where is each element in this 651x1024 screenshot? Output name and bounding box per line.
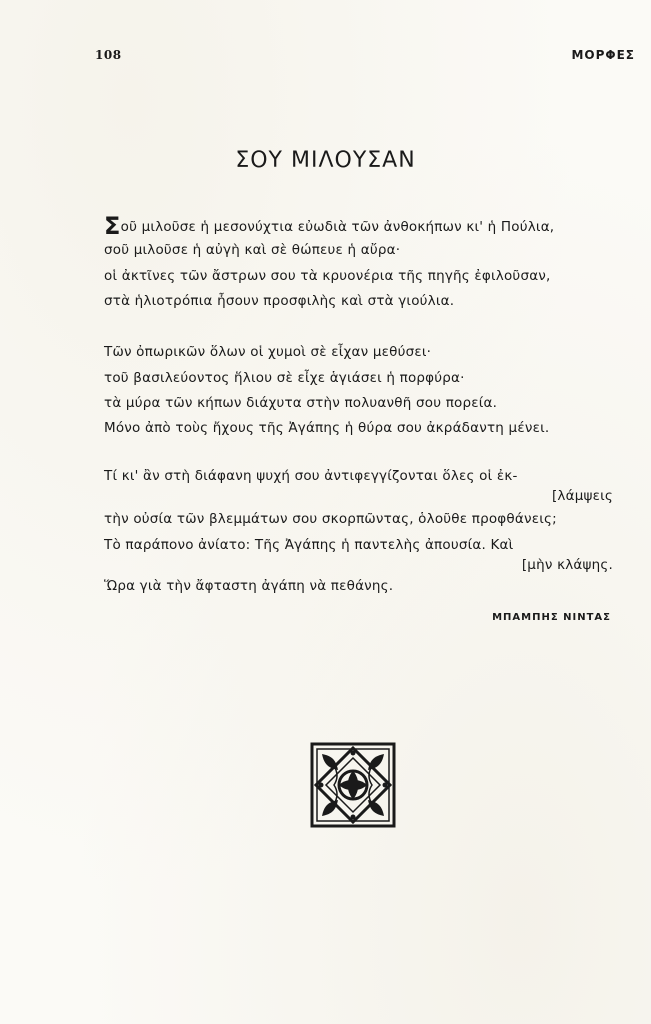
poem-line: Ὥρα γιὰ τὴν ἄφταστη ἀγάπη νὰ πεθάνης. (104, 578, 394, 594)
ornament-icon (310, 742, 396, 828)
drop-cap: Σ (104, 212, 121, 240)
poem-line: τὰ μύρα τῶν κήπων διάχυτα στὴν πολυανθῆ σου πορεία. (104, 395, 498, 411)
poem-line-text: οῦ μιλοῦσε ἡ μεσονύχτια εὐωδιὰ τῶν ἀνθοκήπων κι' ἡ Πούλια, (120, 219, 555, 235)
poem-line: τοῦ βασιλεύοντος ἥλιου σὲ εἶχε ἁγιάσει ἡ πορφύρα· (104, 370, 465, 386)
page-number: 108 (95, 48, 122, 62)
author-name: ΜΠΑΜΠΗΣ ΝΙΝΤΑΣ (492, 612, 611, 623)
poem-line (104, 214, 554, 238)
poem-line: τὴν οὐσία τῶν βλεμμάτων σου σκορπῶντας, ὁλοῦθε προφθάνεις; (104, 511, 557, 527)
poem-line: Τὸ παράπονο ἀνίατο: Τῆς Ἀγάπης ἡ παντελὴς ἀπουσία. Καὶ (104, 537, 514, 553)
poem-line: οἱ ἀκτῖνες τῶν ἄστρων σου τὰ κρυονέρια τῆς πηγῆς ἐφιλοῦσαν, (104, 268, 551, 284)
poem-line-continuation: [λάμψεις (551, 488, 613, 504)
poem-line: σοῦ μιλοῦσε ἡ αὐγὴ καὶ σὲ θώπευε ἡ αὔρα· (104, 242, 401, 258)
poem-title: ΣΟΥ ΜΙΛΟΥΣΑΝ (235, 148, 416, 173)
journal-name: ΜΟΡΦΕΣ (571, 48, 635, 62)
poem-line: Τί κι' ἂν στὴ διάφανη ψυχή σου ἀντιφεγγίζονται ὅλες οἱ ἐκ- (104, 468, 518, 484)
poem-line-continuation: [μὴν κλάψης. (521, 557, 613, 573)
poem-line: Μόνο ἀπὸ τοὺς ἤχους τῆς Ἀγάπης ἡ θύρα σου ἀκράδαντη μένει. (104, 420, 550, 436)
poem-line: Τῶν ὀπωρικῶν ὅλων οἱ χυμοὶ σὲ εἶχαν μεθύσει· (104, 344, 432, 360)
poem-line: στὰ ἡλιοτρόπια ἦσουν προσφιλὴς καὶ στὰ γιούλια. (104, 293, 455, 309)
